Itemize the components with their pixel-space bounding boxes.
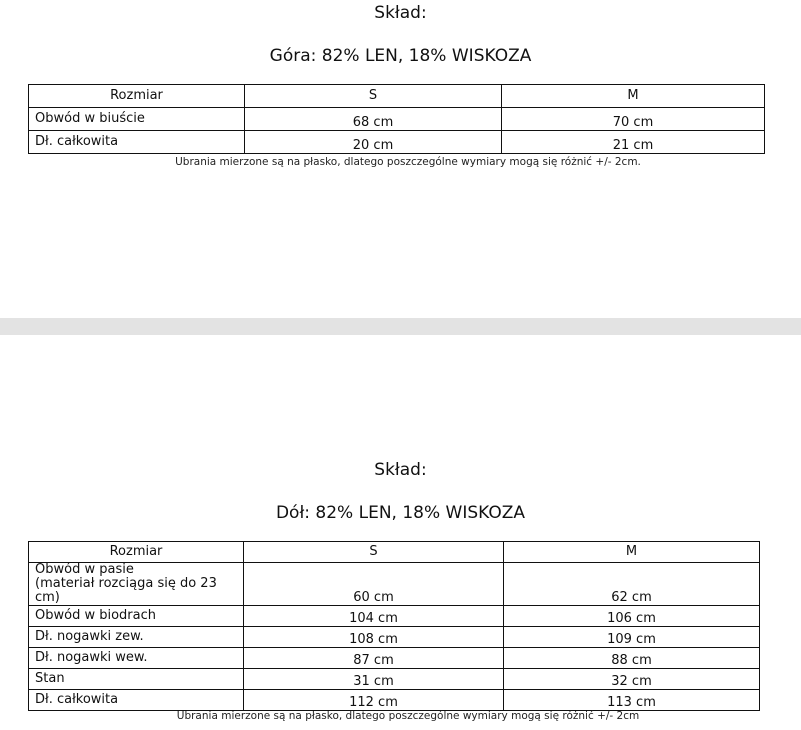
value-m: 109 cm: [504, 627, 760, 648]
header-s: S: [245, 85, 502, 108]
table-header-row: [29, 85, 765, 108]
value-s: 31 cm: [244, 669, 504, 690]
table-row: [29, 108, 765, 131]
header-m: M: [504, 542, 760, 563]
row-label: Dł. całkowita: [29, 690, 244, 711]
value-m: 106 cm: [504, 606, 760, 627]
value-s: 60 cm: [244, 563, 504, 606]
measurement-note: Ubrania mierzone są na płasko, dlatego poszczególne wymiary mogą się różnić +/- 2cm: [176, 710, 640, 722]
header-size: Rozmiar: [29, 542, 244, 563]
row-label: Obwód w pasie: [35, 562, 134, 577]
bottom-heading: Skład:: [374, 460, 427, 480]
table-row: [29, 563, 760, 606]
row-label: Dł. całkowita: [29, 131, 245, 154]
section-divider: [0, 318, 801, 335]
top-heading: Skład:: [374, 3, 427, 23]
value-s: 87 cm: [244, 648, 504, 669]
value-s: 112 cm: [244, 690, 504, 711]
value-s: 68 cm: [245, 108, 502, 131]
row-label-cell: [29, 563, 244, 606]
value-m: 32 cm: [504, 669, 760, 690]
value-s: 108 cm: [244, 627, 504, 648]
value-s: 20 cm: [245, 131, 502, 154]
top-size-table: [28, 84, 765, 154]
table-row: [29, 690, 760, 711]
measurement-note: Ubrania mierzone są na płasko, dlatego poszczególne wymiary mogą się różnić +/- 2cm.: [175, 156, 641, 168]
value-s: 104 cm: [244, 606, 504, 627]
bottom-size-table: [28, 541, 760, 711]
value-m: 62 cm: [504, 563, 760, 606]
value-m: 88 cm: [504, 648, 760, 669]
top-composition: Góra: 82% LEN, 18% WISKOZA: [269, 46, 532, 66]
row-label: Obwód w biuście: [29, 108, 245, 131]
table-row: [29, 648, 760, 669]
table-header-row: [29, 542, 760, 563]
table-row: [29, 627, 760, 648]
value-m: 21 cm: [502, 131, 765, 154]
bottom-composition: Dół: 82% LEN, 18% WISKOZA: [275, 503, 526, 523]
table-row: [29, 669, 760, 690]
header-size: Rozmiar: [29, 85, 245, 108]
row-sublabel: (materiał rozciąga się do 23 cm): [35, 576, 217, 605]
row-label: Dł. nogawki wew.: [29, 648, 244, 669]
table-row: [29, 606, 760, 627]
row-label: Dł. nogawki zew.: [29, 627, 244, 648]
header-s: S: [244, 542, 504, 563]
header-m: M: [502, 85, 765, 108]
row-label: Stan: [29, 669, 244, 690]
value-m: 70 cm: [502, 108, 765, 131]
value-m: 113 cm: [504, 690, 760, 711]
row-label: Obwód w biodrach: [29, 606, 244, 627]
table-row: [29, 131, 765, 154]
